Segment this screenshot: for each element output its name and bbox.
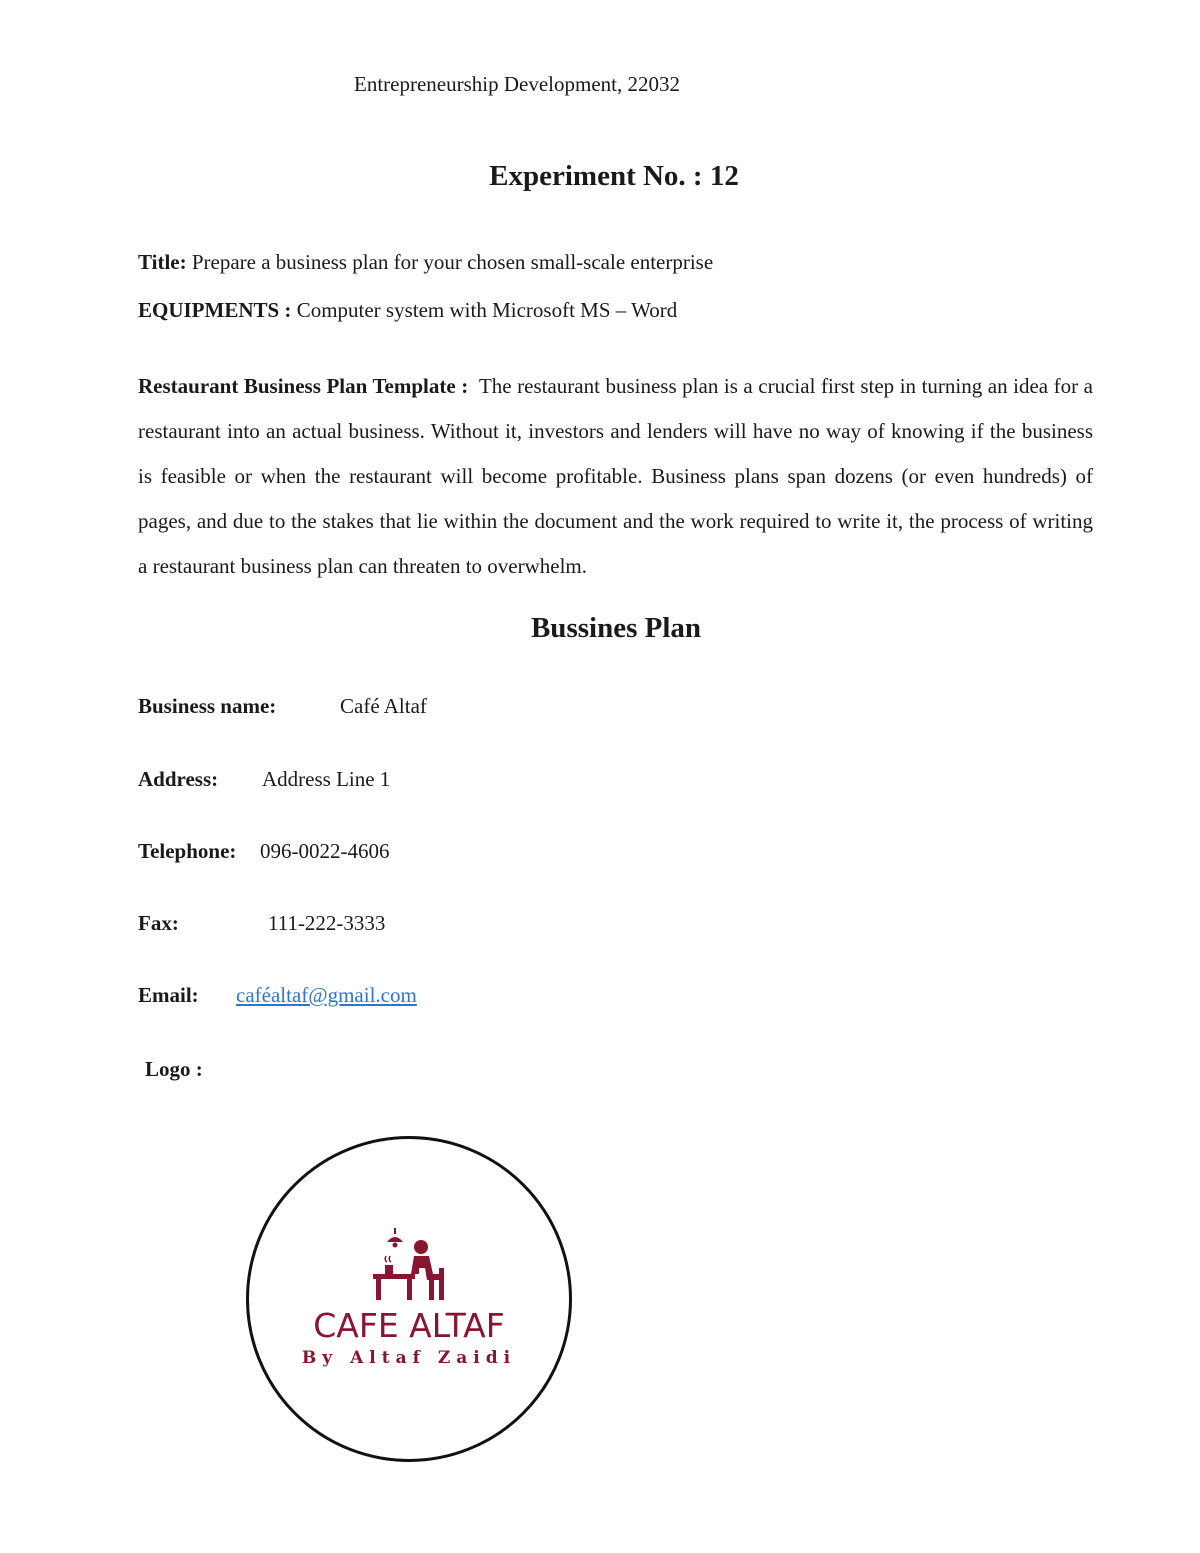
telephone-label: Telephone:: [138, 839, 237, 863]
telephone-value: 096-0022-4606: [260, 839, 390, 863]
template-text: The restaurant business plan is a crucial first step in turning an idea for a restaurant into an actual business. Without it, investors and lenders will have no way of knowing if the business is feasible or when the restaurant will become profitable. Business plans span dozens (or even hundreds) of pages, and due to the stakes that lie within the document and the work required to write it, the process of writing a restaurant business plan can threaten to overwhelm.: [138, 374, 1094, 578]
template-paragraph: [138, 364, 1093, 589]
email-label: Email:: [138, 983, 199, 1007]
address-row: [138, 767, 218, 792]
logo-label: Logo :: [145, 1057, 203, 1081]
business-name-value: Café Altaf: [340, 694, 427, 718]
email-link[interactable]: caféaltaf@gmail.com: [236, 983, 417, 1007]
address-value: Address Line 1: [262, 767, 391, 791]
telephone-row: [138, 839, 236, 864]
address-label: Address:: [138, 767, 219, 791]
email-row: [138, 983, 199, 1008]
logo-tagline: By Altaf Zaidi: [301, 1348, 517, 1368]
plan-heading: Bussines Plan: [530, 612, 702, 644]
business-name-row: [138, 694, 276, 719]
logo-label-row: [145, 1057, 203, 1082]
cafe-logo: [246, 1136, 572, 1462]
fax-label: Fax:: [138, 911, 179, 935]
title-value: Prepare a business plan for your chosen small-scale enterprise: [191, 250, 714, 274]
template-label: Restaurant Business Plan Template :: [138, 374, 469, 398]
experiment-heading: Experiment No. : 12: [489, 160, 739, 192]
fax-value: 111-222-3333: [268, 911, 386, 935]
course-header: Entrepreneurship Development, 22032: [354, 72, 680, 96]
business-name-label: Business name:: [138, 694, 277, 718]
title-line: [138, 250, 713, 275]
equipments-line: [138, 298, 677, 323]
logo-name: CAFE ALTAF: [313, 1306, 505, 1345]
cafe-person-at-table-icon: [369, 1228, 449, 1302]
title-label: Title:: [138, 250, 187, 274]
fax-row: [138, 911, 179, 936]
equipments-value: Computer system with Microsoft MS – Word: [296, 298, 678, 322]
equipments-label: EQUIPMENTS :: [138, 298, 292, 322]
